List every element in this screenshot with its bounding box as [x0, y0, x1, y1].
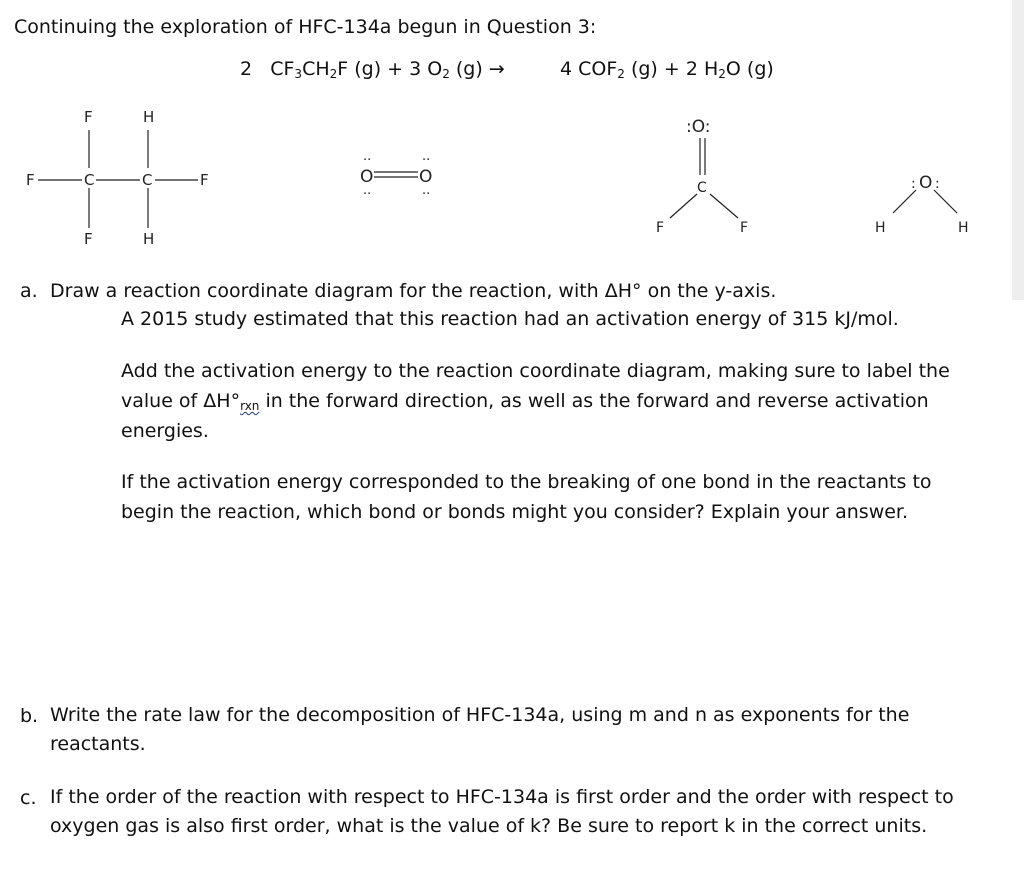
part-a-letter: a.: [20, 280, 38, 302]
atom-o-lone-pairs: :O:: [686, 117, 711, 137]
intro-text: Continuing the exploration of HFC-134a begun in Question 3:: [14, 16, 597, 38]
atom-h: H: [143, 108, 155, 126]
hfc134a-structure: [26, 108, 209, 248]
atom-h: H: [958, 220, 969, 236]
lone-pair: :: [935, 176, 940, 192]
part-a-paragraph-2: Add the activation energy to the reaction coordinate diagram, making sure to label the value of $\Delta H^\circ_{rxn}$ in the forward direction, as well as the forward and reverse activation energies.: [121, 360, 950, 442]
part-a-line1: Draw a reaction coordinate diagram for the reaction, with ΔH° on the y-axis.: [50, 280, 777, 302]
reaction-products: 4 $COF_2$ (g) + 2 $H_2O$ (g): [560, 58, 774, 81]
atom-c: C: [697, 180, 707, 196]
rxn-subscript: rxn: [240, 399, 260, 413]
atom-h: H: [143, 230, 155, 248]
part-a-line2: A 2015 study estimated that this reaction had an activation energy of 315 kJ/mol.: [121, 308, 899, 330]
cof2-structure: [656, 117, 748, 236]
atom-c: C: [84, 171, 95, 189]
molecular-structures: [0, 100, 1010, 250]
part-b-text: Write the rate law for the decomposition of HFC-134a, using m and n as exponents for the reactants.: [50, 704, 910, 755]
part-a-paragraph-3: If the activation energy corresponded to the breaking of one bond in the reactants to begin the reaction, which bond or bonds might you consider? Explain your answer.: [121, 471, 932, 523]
lone-pair: ..: [363, 183, 372, 198]
hfc134a-bonds: [38, 130, 198, 228]
atom-o: O: [419, 167, 433, 187]
reaction-reactants: 2 $CF_3CH_2F$ (g) + 3 $O_2$ (g) →: [240, 58, 505, 81]
scrollbar-strip: [1012, 0, 1024, 300]
atom-f: F: [84, 108, 93, 126]
atom-f: F: [740, 220, 749, 236]
part-c-letter: c.: [20, 787, 37, 809]
atom-o: O: [919, 173, 933, 193]
lone-pair: :: [911, 176, 916, 192]
atom-h: H: [875, 220, 886, 236]
water-structure: [875, 173, 969, 236]
atom-f: F: [26, 171, 35, 189]
atom-f: F: [200, 171, 209, 189]
lone-pair: ..: [422, 149, 431, 164]
part-b-letter: b.: [20, 705, 39, 727]
o2-structure: [360, 149, 432, 198]
part-c-text: If the order of the reaction with respect to HFC-134a is first order and the order with respect to oxygen gas is also first order, what is the value of k? Be sure to report k in the correct units.: [50, 786, 954, 837]
atom-o: O: [360, 167, 374, 187]
coefficient: 2: [240, 58, 253, 80]
atom-c: C: [142, 171, 153, 189]
atom-f: F: [656, 220, 665, 236]
atom-f: F: [84, 230, 93, 248]
lone-pair: ..: [363, 149, 372, 164]
lone-pair: ..: [422, 183, 431, 198]
